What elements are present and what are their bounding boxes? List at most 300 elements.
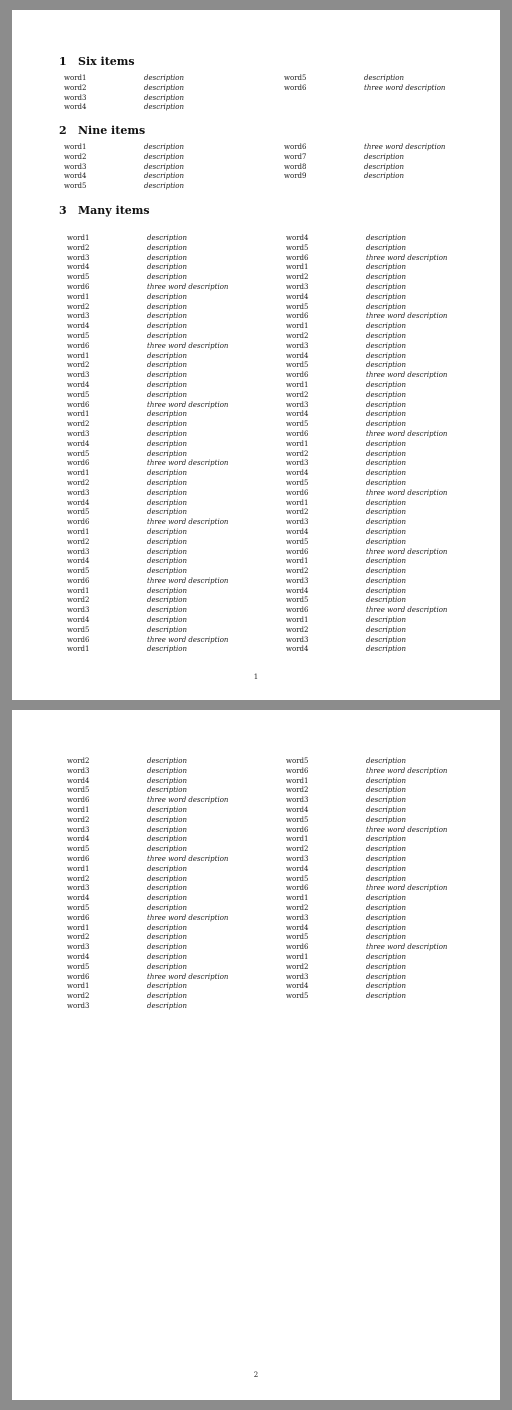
description-text: description	[366, 449, 406, 458]
list-row	[12, 806, 500, 816]
list-row	[12, 391, 500, 401]
term-label: word2	[67, 815, 90, 824]
list-row	[12, 577, 500, 587]
description-text: description	[147, 273, 187, 282]
description-text: description	[147, 982, 187, 991]
description-text: description	[366, 292, 406, 301]
term-label: word4	[67, 952, 90, 961]
description-text: description	[147, 962, 187, 971]
term-label: word3	[67, 884, 90, 893]
description-text: description	[147, 420, 187, 429]
term-label: word5	[67, 625, 90, 634]
term-label: word5	[286, 361, 309, 370]
list-row	[12, 469, 500, 479]
description-text: description	[144, 152, 184, 161]
term-label: word3	[67, 547, 90, 556]
term-label: word1	[286, 498, 309, 507]
list-row	[12, 430, 500, 440]
term-label: word4	[67, 263, 90, 272]
description-text: three word description	[366, 312, 448, 321]
description-text: description	[366, 757, 406, 765]
term-label: word2	[67, 302, 90, 311]
term-label: word6	[286, 884, 309, 893]
description-text: description	[366, 341, 406, 350]
description-text: description	[366, 439, 406, 448]
description-text: description	[147, 302, 187, 311]
list-row	[12, 361, 500, 371]
list-row	[12, 894, 500, 904]
term-label: word4	[64, 103, 87, 112]
description-text: description	[366, 420, 406, 429]
term-label: word2	[64, 83, 87, 92]
list-row	[12, 263, 500, 273]
description-text: three word description	[147, 913, 229, 922]
term-label: word3	[286, 459, 309, 468]
term-label: word6	[67, 913, 90, 922]
description-text: description	[366, 331, 406, 340]
description-text: description	[147, 439, 187, 448]
description-text: description	[147, 903, 187, 912]
term-label: word3	[286, 400, 309, 409]
term-label: word2	[286, 962, 309, 971]
list-row	[12, 283, 500, 293]
term-label: word3	[67, 253, 90, 262]
term-label: word2	[286, 390, 309, 399]
description-text: description	[366, 322, 406, 331]
list-row	[12, 352, 500, 362]
term-label: word1	[67, 234, 90, 242]
list-row	[12, 557, 500, 567]
term-label: word6	[67, 518, 90, 527]
description-text: three word description	[147, 518, 229, 527]
list-row	[12, 499, 500, 509]
description-text: description	[144, 143, 184, 151]
term-label: word6	[67, 972, 90, 981]
description-text: description	[366, 557, 406, 566]
description-text: description	[147, 537, 187, 546]
list-row	[12, 816, 500, 826]
list-row	[12, 777, 500, 787]
list-row	[12, 973, 500, 983]
description-text: description	[144, 172, 184, 181]
list-row	[12, 636, 500, 646]
list-row	[12, 103, 500, 113]
term-label: word3	[67, 606, 90, 615]
list-row	[12, 322, 500, 332]
term-label: word6	[284, 143, 307, 151]
term-label: word4	[286, 469, 309, 478]
description-text: description	[366, 537, 406, 546]
description-text: description	[366, 390, 406, 399]
section-title-text: Many items	[78, 204, 150, 217]
description-text: description	[366, 952, 406, 961]
page-number: 1	[253, 673, 259, 681]
list-row	[12, 273, 500, 283]
description-text: description	[147, 805, 187, 814]
description-text: description	[144, 83, 184, 92]
list-row	[12, 143, 500, 153]
description-text: description	[147, 625, 187, 634]
description-text: description	[147, 835, 187, 844]
term-label: word5	[286, 992, 309, 1001]
list-row	[12, 489, 500, 499]
description-text: description	[147, 616, 187, 625]
description-text: description	[366, 815, 406, 824]
term-label: word2	[64, 152, 87, 161]
term-label: word3	[67, 766, 90, 775]
description-text: description	[147, 292, 187, 301]
description-text: description	[366, 576, 406, 585]
section-title-text: Nine items	[78, 124, 146, 137]
description-text: three word description	[147, 576, 229, 585]
description-text: three word description	[147, 400, 229, 409]
term-label: word5	[67, 449, 90, 458]
term-label: word4	[67, 835, 90, 844]
description-text: description	[147, 845, 187, 854]
term-label: word2	[67, 420, 90, 429]
page-2	[12, 710, 500, 1400]
description-text: description	[144, 162, 184, 171]
description-text: description	[147, 874, 187, 883]
description-text: three word description	[147, 796, 229, 805]
description-text: description	[366, 894, 406, 903]
term-label: word7	[284, 152, 307, 161]
list-row	[12, 479, 500, 489]
description-text: description	[147, 429, 187, 438]
list-row	[12, 172, 500, 182]
term-label: word1	[67, 469, 90, 478]
description-text: description	[366, 596, 406, 605]
section-title-text: Six items	[78, 55, 135, 68]
description-text: description	[147, 380, 187, 389]
description-text: description	[147, 992, 187, 1001]
term-label: word5	[284, 74, 307, 82]
list-row	[12, 933, 500, 943]
term-label: word6	[286, 488, 309, 497]
term-label: word1	[286, 439, 309, 448]
term-label: word6	[67, 341, 90, 350]
description-text: description	[366, 854, 406, 863]
description-text: three word description	[366, 488, 448, 497]
term-label: word5	[64, 182, 87, 191]
term-label: word3	[286, 518, 309, 527]
list-row	[12, 538, 500, 548]
description-text: description	[366, 361, 406, 370]
description-text: description	[147, 776, 187, 785]
term-label: word4	[286, 234, 309, 242]
term-label: word4	[67, 557, 90, 566]
term-label: word4	[286, 586, 309, 595]
description-text: description	[366, 992, 406, 1001]
term-label: word3	[286, 635, 309, 644]
description-text: description	[147, 645, 187, 654]
list-row	[12, 371, 500, 381]
term-label: word4	[286, 292, 309, 301]
term-label: word3	[286, 796, 309, 805]
description-text: three word description	[147, 635, 229, 644]
term-label: word3	[286, 282, 309, 291]
description-text: three word description	[147, 341, 229, 350]
list-row	[12, 914, 500, 924]
term-label: word1	[286, 894, 309, 903]
description-text: description	[366, 962, 406, 971]
term-label: word1	[286, 835, 309, 844]
description-text: description	[366, 263, 406, 272]
term-label: word6	[286, 547, 309, 556]
term-label: word1	[67, 645, 90, 654]
term-label: word1	[286, 322, 309, 331]
description-text: description	[147, 933, 187, 942]
description-text: three word description	[147, 459, 229, 468]
list-row	[12, 943, 500, 953]
term-label: word2	[286, 331, 309, 340]
description-text: description	[147, 351, 187, 360]
list-row	[12, 401, 500, 411]
term-label: word3	[64, 93, 87, 102]
section-title	[59, 55, 135, 68]
list-row	[12, 381, 500, 391]
list-row	[12, 865, 500, 875]
term-label: word6	[286, 606, 309, 615]
list-row	[12, 587, 500, 597]
term-label: word3	[286, 913, 309, 922]
section-number: 2	[59, 124, 67, 137]
list-row	[12, 234, 500, 244]
list-row	[12, 826, 500, 836]
term-label: word6	[67, 282, 90, 291]
term-label: word3	[67, 429, 90, 438]
term-label: word4	[286, 805, 309, 814]
description-text: description	[147, 884, 187, 893]
list-row	[12, 459, 500, 469]
term-label: word1	[286, 380, 309, 389]
term-label: word2	[67, 478, 90, 487]
list-row	[12, 293, 500, 303]
list-grid	[12, 234, 500, 655]
description-text: description	[144, 74, 184, 82]
description-text: description	[366, 933, 406, 942]
term-label: word3	[286, 576, 309, 585]
term-label: word6	[67, 796, 90, 805]
list-row	[12, 567, 500, 577]
term-label: word1	[67, 351, 90, 360]
list-row	[12, 74, 500, 84]
description-text: description	[366, 478, 406, 487]
term-label: word4	[286, 527, 309, 536]
term-label: word5	[67, 786, 90, 795]
description-text: description	[366, 786, 406, 795]
term-label: word1	[286, 952, 309, 961]
term-label: word6	[67, 459, 90, 468]
term-label: word2	[286, 786, 309, 795]
term-label: word6	[67, 576, 90, 585]
term-label: word4	[67, 380, 90, 389]
section-title	[59, 204, 150, 217]
term-label: word6	[67, 400, 90, 409]
term-label: word3	[286, 972, 309, 981]
description-text: description	[366, 518, 406, 527]
term-label: word2	[67, 933, 90, 942]
description-text: description	[147, 371, 187, 380]
description-text: description	[147, 567, 187, 576]
term-label: word6	[286, 429, 309, 438]
list-row	[12, 796, 500, 806]
term-label: word2	[67, 537, 90, 546]
term-label: word6	[286, 943, 309, 952]
list-row	[12, 1002, 500, 1012]
description-text: description	[147, 586, 187, 595]
list-row	[12, 342, 500, 352]
term-label: word4	[286, 410, 309, 419]
description-text: description	[366, 380, 406, 389]
term-label: word3	[67, 371, 90, 380]
term-label: word2	[67, 757, 90, 765]
term-label: word2	[67, 992, 90, 1001]
list-row	[12, 518, 500, 528]
description-text: three word description	[147, 282, 229, 291]
description-text: three word description	[366, 766, 448, 775]
description-text: description	[366, 874, 406, 883]
description-text: description	[147, 449, 187, 458]
description-text: three word description	[366, 825, 448, 834]
term-label: word9	[284, 172, 307, 181]
page-number: 2	[253, 1371, 259, 1379]
term-label: word5	[67, 962, 90, 971]
term-label: word6	[67, 635, 90, 644]
description-text: description	[147, 864, 187, 873]
list-row	[12, 963, 500, 973]
description-text: description	[147, 243, 187, 252]
term-label: word3	[67, 312, 90, 321]
description-text: description	[147, 253, 187, 262]
description-text: description	[147, 596, 187, 605]
term-label: word4	[286, 864, 309, 873]
term-label: word6	[286, 253, 309, 262]
description-text: description	[147, 390, 187, 399]
list-row	[12, 884, 500, 894]
list-row	[12, 904, 500, 914]
term-label: word8	[284, 162, 307, 171]
list-row	[12, 244, 500, 254]
description-text: description	[366, 243, 406, 252]
term-label: word4	[67, 498, 90, 507]
term-label: word2	[286, 273, 309, 282]
list-row	[12, 450, 500, 460]
term-label: word2	[286, 508, 309, 517]
term-label: word1	[67, 586, 90, 595]
term-label: word1	[67, 292, 90, 301]
description-text: three word description	[366, 253, 448, 262]
term-label: word1	[286, 557, 309, 566]
description-text: description	[366, 282, 406, 291]
description-text: description	[366, 796, 406, 805]
description-text: description	[147, 508, 187, 517]
list-row	[12, 410, 500, 420]
list-row	[12, 84, 500, 94]
description-text: description	[144, 93, 184, 102]
term-label: word6	[284, 83, 307, 92]
term-label: word6	[286, 312, 309, 321]
term-label: word5	[286, 757, 309, 765]
list-row	[12, 757, 500, 767]
term-label: word2	[286, 625, 309, 634]
description-text: description	[366, 527, 406, 536]
description-text: description	[366, 567, 406, 576]
list-row	[12, 924, 500, 934]
term-label: word4	[67, 894, 90, 903]
description-text: description	[364, 172, 404, 181]
description-text: three word description	[366, 371, 448, 380]
term-label: word5	[286, 478, 309, 487]
description-text: description	[147, 361, 187, 370]
description-text: description	[366, 864, 406, 873]
description-text: description	[364, 152, 404, 161]
term-label: word4	[67, 776, 90, 785]
term-label: word6	[286, 766, 309, 775]
term-label: word5	[67, 845, 90, 854]
description-text: three word description	[147, 854, 229, 863]
description-text: description	[366, 400, 406, 409]
term-label: word5	[286, 302, 309, 311]
term-label: word5	[67, 331, 90, 340]
list-row	[12, 332, 500, 342]
list-row	[12, 982, 500, 992]
term-label: word1	[67, 982, 90, 991]
term-label: word4	[67, 439, 90, 448]
term-label: word3	[67, 488, 90, 497]
term-label: word1	[286, 263, 309, 272]
term-label: word2	[286, 903, 309, 912]
term-label: word1	[64, 143, 87, 151]
term-label: word1	[67, 410, 90, 419]
list-row	[12, 645, 500, 655]
list-row	[12, 312, 500, 322]
list-row	[12, 626, 500, 636]
list-row	[12, 182, 500, 192]
term-label: word5	[67, 273, 90, 282]
description-text: description	[366, 459, 406, 468]
description-text: description	[366, 234, 406, 242]
description-text: description	[147, 815, 187, 824]
term-label: word1	[286, 776, 309, 785]
description-text: description	[147, 410, 187, 419]
description-text: description	[366, 645, 406, 654]
list-row	[12, 254, 500, 264]
description-text: description	[147, 557, 187, 566]
description-text: description	[147, 923, 187, 932]
term-label: word2	[286, 567, 309, 576]
description-text: description	[366, 845, 406, 854]
term-label: word4	[286, 351, 309, 360]
term-label: word5	[286, 933, 309, 942]
description-text: description	[147, 312, 187, 321]
description-text: description	[147, 263, 187, 272]
term-label: word5	[286, 537, 309, 546]
list-row	[12, 992, 500, 1002]
list-grid	[12, 74, 500, 113]
term-label: word5	[286, 815, 309, 824]
list-row	[12, 875, 500, 885]
description-text: description	[147, 488, 187, 497]
term-label: word2	[67, 596, 90, 605]
description-text: description	[147, 766, 187, 775]
list-grid	[12, 143, 500, 192]
description-text: description	[144, 103, 184, 112]
list-row	[12, 420, 500, 430]
section-number: 3	[59, 204, 67, 217]
list-row	[12, 153, 500, 163]
description-text: description	[366, 469, 406, 478]
